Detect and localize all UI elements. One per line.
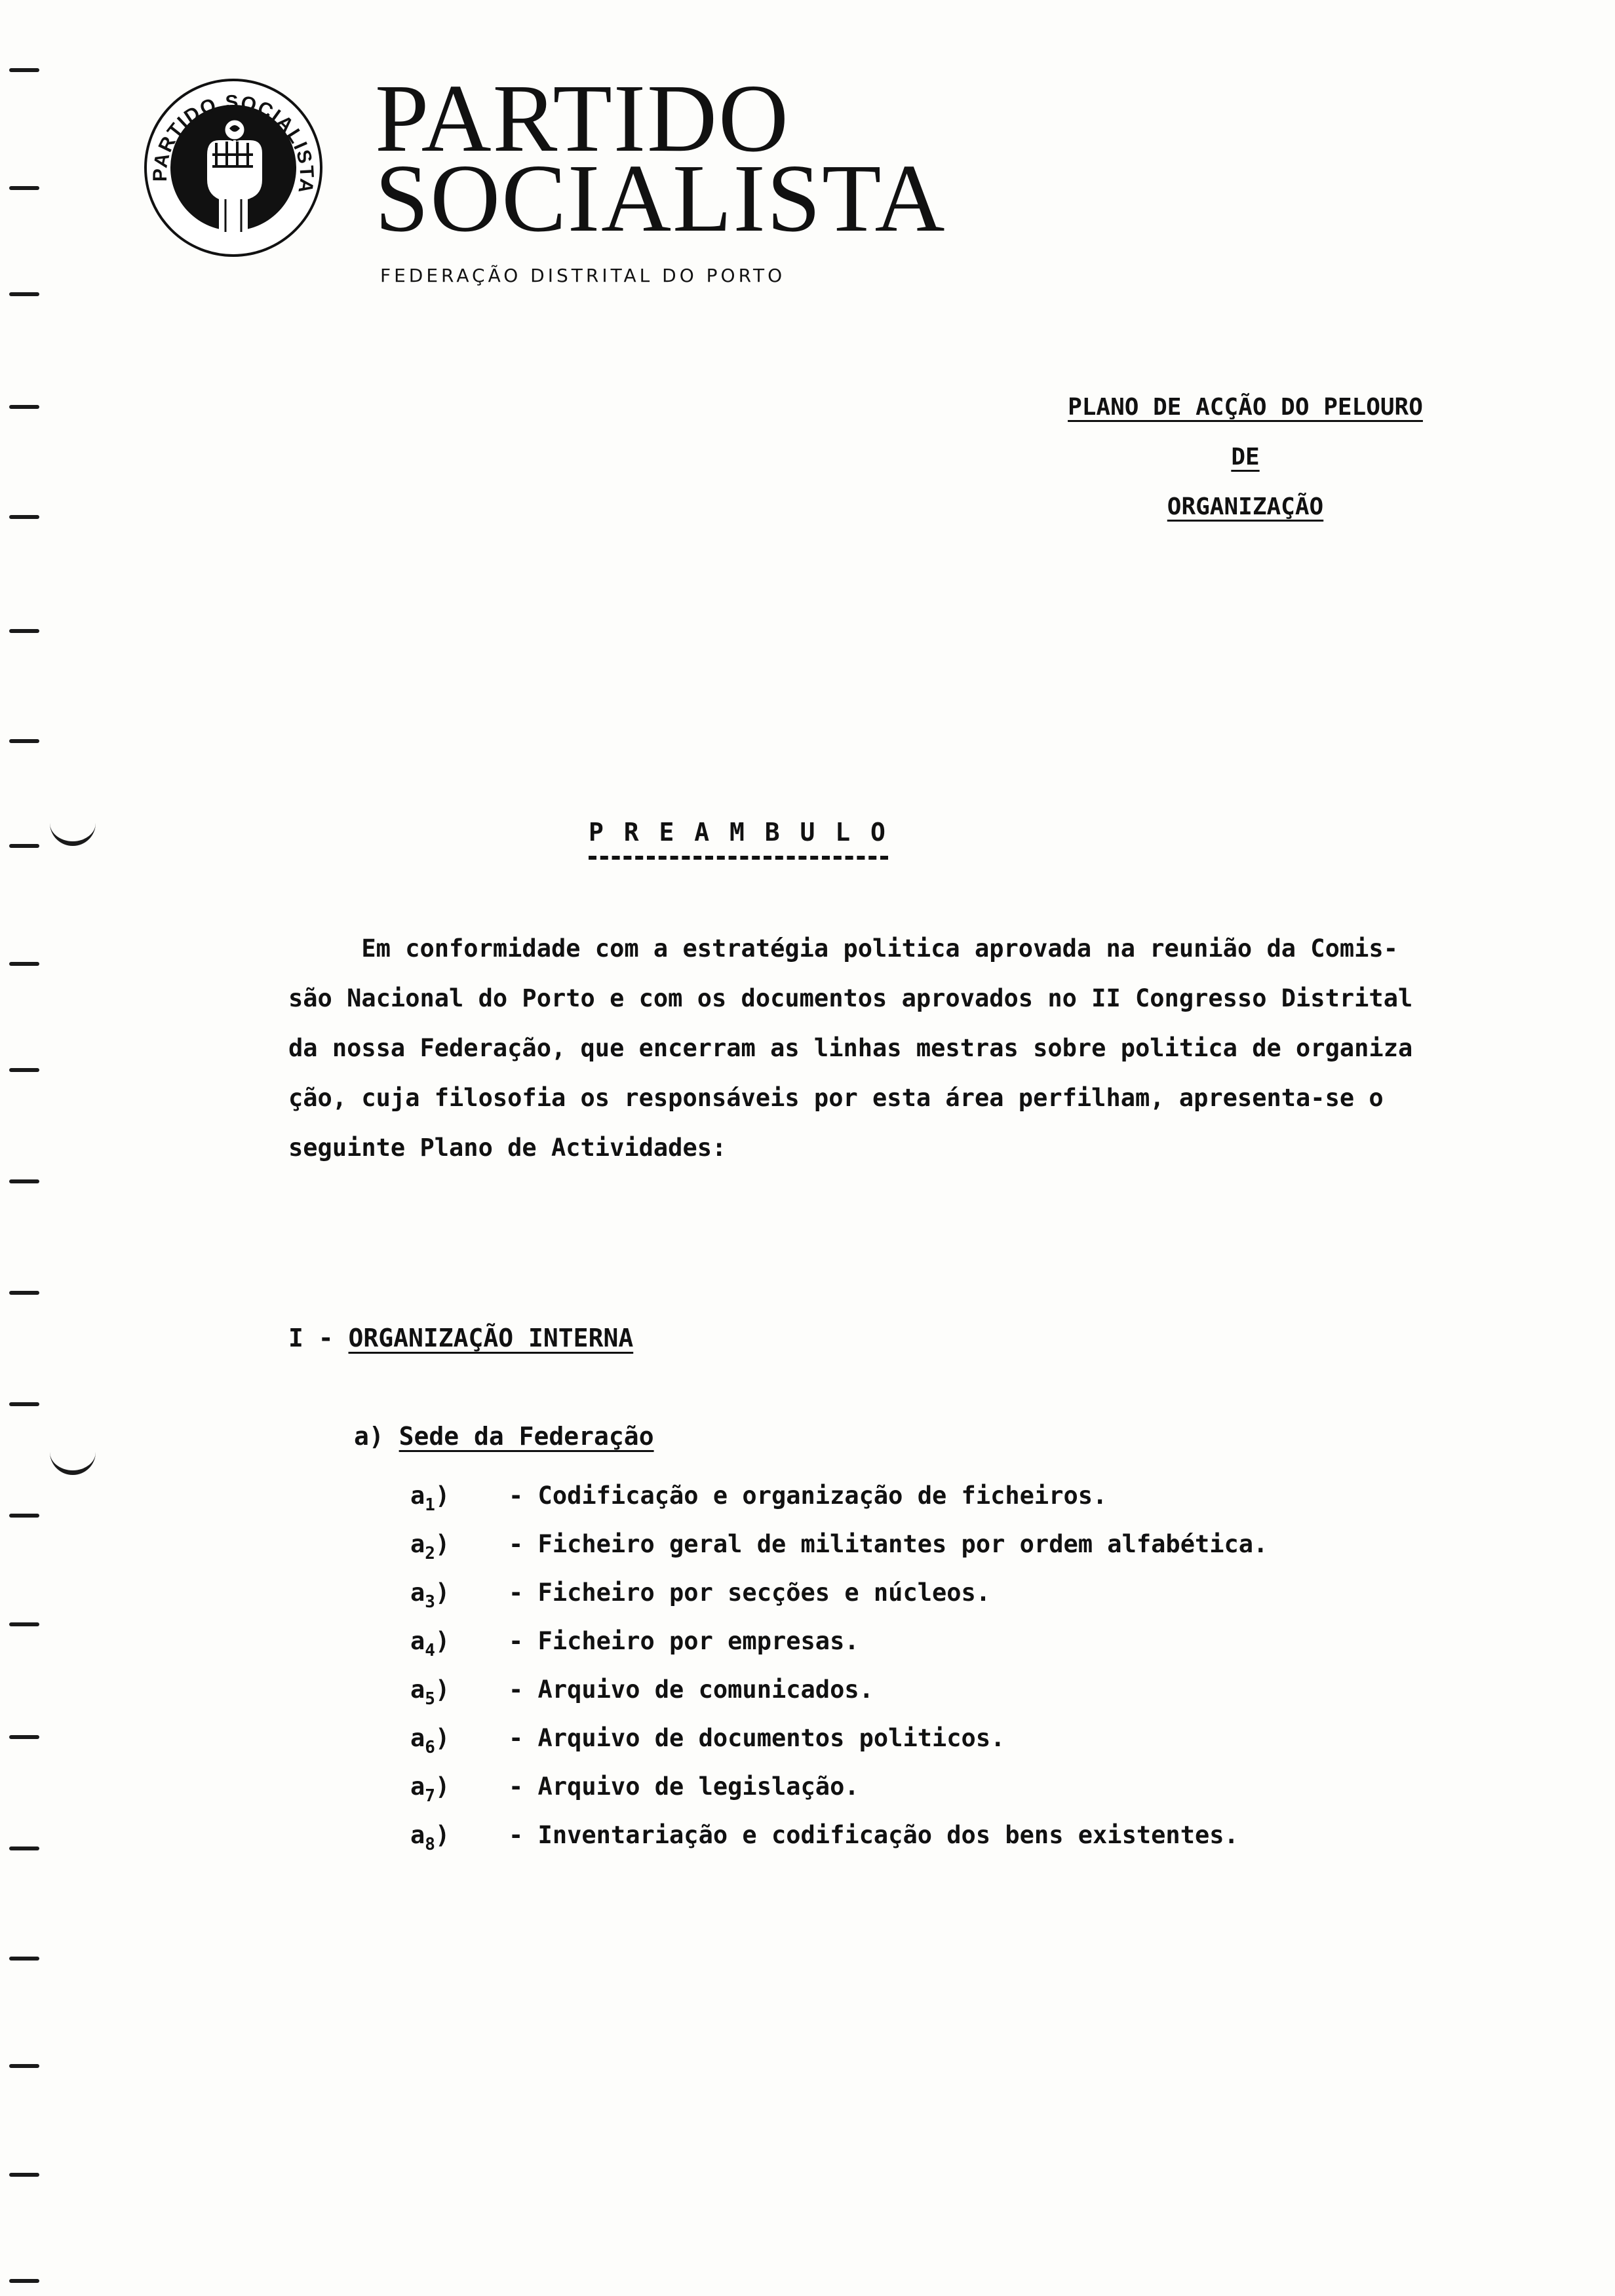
paragraph-line: da nossa Federação, que encerram as linhas mestras sobre politica de organiza [288, 1034, 1413, 1062]
subsection-title: Sede da Federação [399, 1422, 654, 1451]
binding-mark [9, 1622, 39, 1626]
preamble-heading-text: P R E A M B U L O [589, 818, 888, 847]
binding-mark [9, 962, 39, 966]
binding-mark [9, 1402, 39, 1406]
item-text: - Inventariação e codificação dos bens existentes. [509, 1821, 1239, 1849]
binding-mark [9, 1291, 39, 1295]
svg-text:PARTIDO SOCIALISTA: PARTIDO SOCIALISTA [149, 91, 318, 196]
binding-mark [9, 1179, 39, 1183]
list-item [410, 1666, 1268, 1714]
section-number: I - [288, 1324, 349, 1352]
binding-mark [9, 1514, 39, 1518]
item-text: - Arquivo de documentos politicos. [509, 1724, 1005, 1752]
binding-mark [9, 292, 39, 296]
binding-mark [9, 629, 39, 633]
list-item [410, 1811, 1268, 1860]
binding-curve [50, 819, 96, 846]
list-item [410, 1472, 1268, 1520]
item-text: - Arquivo de comunicados. [509, 1675, 874, 1704]
activity-list [410, 1472, 1268, 1860]
binding-mark [9, 739, 39, 743]
letterhead-subtitle: FEDERAÇÃO DISTRITAL DO PORTO [380, 265, 786, 286]
list-item [410, 1569, 1268, 1617]
section-heading [288, 1324, 633, 1352]
item-label: $a_5$) [410, 1675, 450, 1709]
binding-mark [9, 1068, 39, 1072]
binding-mark [9, 2173, 39, 2177]
preamble-paragraph [288, 924, 1596, 1173]
party-seal-logo [143, 77, 324, 258]
plan-title-line2: DE [1231, 444, 1260, 470]
item-text: - Ficheiro por empresas. [509, 1627, 859, 1655]
binding-mark [9, 515, 39, 519]
paragraph-line: são Nacional do Porto e com os documentos aprovados no II Congresso Distrital [288, 984, 1413, 1012]
item-label: $a_7$) [410, 1772, 450, 1806]
binding-mark [9, 186, 39, 190]
subsection-heading [354, 1422, 654, 1451]
item-label: $a_3$) [410, 1578, 450, 1612]
heading-dashed-underline [589, 856, 888, 860]
paragraph-line: ção, cuja filosofia os responsáveis por esta área perfilham, apresenta-se o [288, 1084, 1384, 1112]
letterhead-title-line1: PARTIDO [375, 65, 790, 172]
binding-mark [9, 844, 39, 848]
binding-mark [9, 2064, 39, 2068]
list-item [410, 1714, 1268, 1763]
item-label: $a_4$) [410, 1627, 450, 1660]
binding-mark [9, 1735, 39, 1739]
item-text: - Arquivo de legislação. [509, 1772, 859, 1801]
subsection-letter: a) [354, 1422, 399, 1451]
item-label: $a_2$) [410, 1530, 450, 1563]
item-text: - Codificação e organização de ficheiros. [509, 1482, 1108, 1510]
item-text: - Ficheiro por secções e núcleos. [509, 1578, 991, 1607]
paragraph-line: seguinte Plano de Actividades: [288, 1134, 727, 1162]
binding-mark [9, 1957, 39, 1961]
letterhead-title-line2: SOCIALISTA [375, 145, 946, 252]
item-label: $a_8$) [410, 1821, 450, 1854]
paragraph-line: Em conformidade com a estratégia politica aprovada na reunião da Comis- [288, 934, 1398, 963]
binding-mark [9, 1846, 39, 1850]
list-item [410, 1617, 1268, 1666]
list-item [410, 1763, 1268, 1811]
binding-curve [50, 1448, 96, 1475]
plan-title [931, 383, 1560, 532]
list-item [410, 1520, 1268, 1569]
item-label: $a_1$) [410, 1482, 450, 1515]
binding-mark [9, 405, 39, 409]
section-title: ORGANIZAÇÃO INTERNA [348, 1324, 634, 1352]
binding-mark [9, 2279, 39, 2283]
plan-title-line1: PLANO DE ACÇÃO DO PELOURO [1068, 394, 1423, 421]
item-text: - Ficheiro geral de militantes por ordem alfabética. [509, 1530, 1268, 1558]
binding-mark [9, 68, 39, 72]
preamble-heading [589, 818, 888, 847]
letterhead-title [375, 65, 946, 252]
plan-title-line3: ORGANIZAÇÃO [1167, 493, 1324, 520]
item-label: $a_6$) [410, 1724, 450, 1757]
